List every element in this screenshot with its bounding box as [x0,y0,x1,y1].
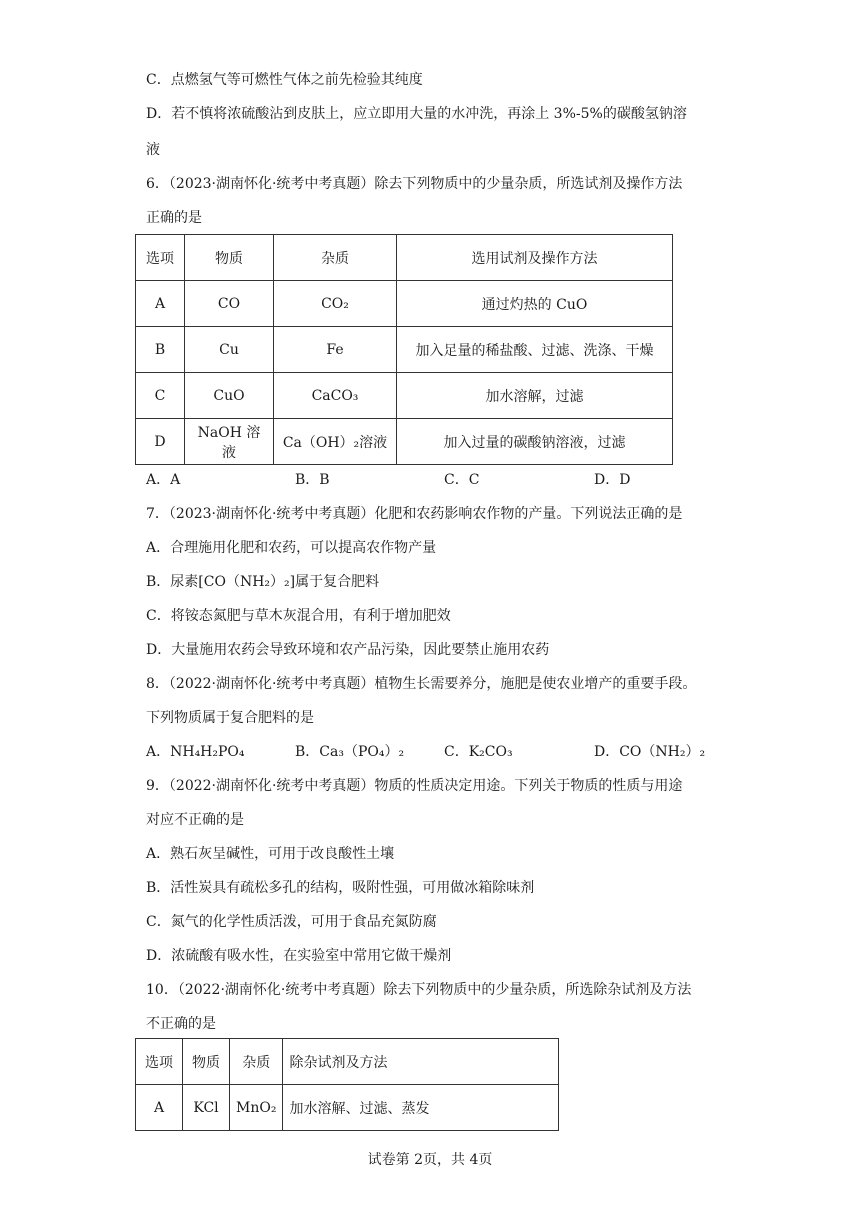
table-header-cell: 物质 [183,1039,230,1085]
q6-stem-line2: 正确的是 [146,210,202,226]
q6-stem-line1: 6．（2023·湖南怀化·统考中考真题）除去下列物质中的少量杂质，所选试剂及操作方法 [146,176,683,192]
q9-option-d: D．浓硫酸有吸水性，在实验室中常用它做干燥剂 [146,948,452,964]
page-footer: 试卷第 2页，共 4页 [367,1152,493,1168]
table-header-cell: 选项 [136,235,185,281]
table-cell: CaCO₃ [274,373,397,419]
table-row [136,373,673,419]
table-cell: A [136,1085,183,1131]
q5-option-c: C．点燃氢气等可燃性气体之前先检验其纯度 [146,72,423,88]
q9-stem-line1: 9．（2022·湖南怀化·统考中考真题）物质的性质决定用途。下列关于物质的性质与用途 [146,778,683,794]
table-row [136,327,673,373]
q6-option-b: B．B [295,472,330,488]
table-cell: Fe [274,327,397,373]
table-header-cell: 杂质 [230,1039,283,1085]
q8-stem-line2: 下列物质属于复合肥料的是 [146,710,314,726]
q7-stem: 7．（2023·湖南怀化·统考中考真题）化肥和农药影响农作物的产量。下列说法正确的是 [146,506,683,522]
q10-stem-line2: 不正确的是 [146,1016,216,1032]
table-cell: CO₂ [274,281,397,327]
q8-option-d: D．CO（NH₂）₂ [594,744,706,760]
table-cell: 通过灼热的 CuO [397,281,673,327]
q7-option-d: D．大量施用农药会导致环境和农产品污染，因此要禁止施用农药 [146,642,550,658]
q8-option-b: B．Ca₃（PO₄）₂ [295,744,405,760]
q6-option-c: C．C [444,472,480,488]
table-cell: Ca（OH）₂溶液 [274,419,397,465]
table-cell: MnO₂ [230,1085,283,1131]
table-cell: Cu [185,327,274,373]
table-cell: C [136,373,185,419]
table-header-cell: 选项 [136,1039,183,1085]
table-cell: 加入过量的碳酸钠溶液，过滤 [397,419,673,465]
q8-option-c: C．K₂CO₃ [444,744,513,760]
q8-stem-line1: 8．（2022·湖南怀化·统考中考真题）植物生长需要养分，施肥是使农业增产的重要手段。 [146,676,697,692]
table-cell: 加水溶解、过滤、蒸发 [283,1085,559,1131]
q10-table [135,1038,559,1131]
table-cell: 加入足量的稀盐酸、过滤、洗涤、干燥 [397,327,673,373]
table-cell: CO [185,281,274,327]
q9-option-c: C．氮气的化学性质活泼，可用于食品充氮防腐 [146,914,437,930]
q7-option-c: C．将铵态氮肥与草木灰混合用，有利于增加肥效 [146,608,451,624]
q9-stem-line2: 对应不正确的是 [146,812,244,828]
table-header-row [136,1039,559,1085]
table-cell: 加水溶解，过滤 [397,373,673,419]
table-cell: D [136,419,185,465]
table-cell: B [136,327,185,373]
q9-option-a: A．熟石灰呈碱性，可用于改良酸性土壤 [146,846,395,862]
q6-table [135,234,673,465]
q6-option-d: D．D [594,472,631,488]
q5-option-d-line1: D．若不慎将浓硫酸沾到皮肤上，应立即用大量的水冲洗，再涂上 3%-5%的碳酸氢钠溶 [146,106,687,122]
table-header-row [136,235,673,281]
q7-option-b: B．尿素[CO（NH₂）₂]属于复合肥料 [146,574,380,590]
q8-option-a: A．NH₄H₂PO₄ [146,744,245,760]
table-cell: A [136,281,185,327]
table-header-cell: 选用试剂及操作方法 [397,235,673,281]
table-header-cell: 除杂试剂及方法 [283,1039,559,1085]
q10-stem-line1: 10．（2022·湖南怀化·统考中考真题）除去下列物质中的少量杂质，所选除杂试剂及方法 [146,982,692,998]
table-row [136,1085,559,1131]
table-cell: NaOH 溶液 [185,419,274,465]
table-header-cell: 物质 [185,235,274,281]
q7-option-a: A．合理施用化肥和农药，可以提高农作物产量 [146,540,437,556]
table-row [136,419,673,465]
table-cell: KCl [183,1085,230,1131]
q6-option-a: A．A [146,472,181,488]
q9-option-b: B．活性炭具有疏松多孔的结构，吸附性强，可用做冰箱除味剂 [146,880,535,896]
table-header-cell: 杂质 [274,235,397,281]
q5-option-d-line2: 液 [146,142,160,158]
table-row [136,281,673,327]
table-cell: CuO [185,373,274,419]
